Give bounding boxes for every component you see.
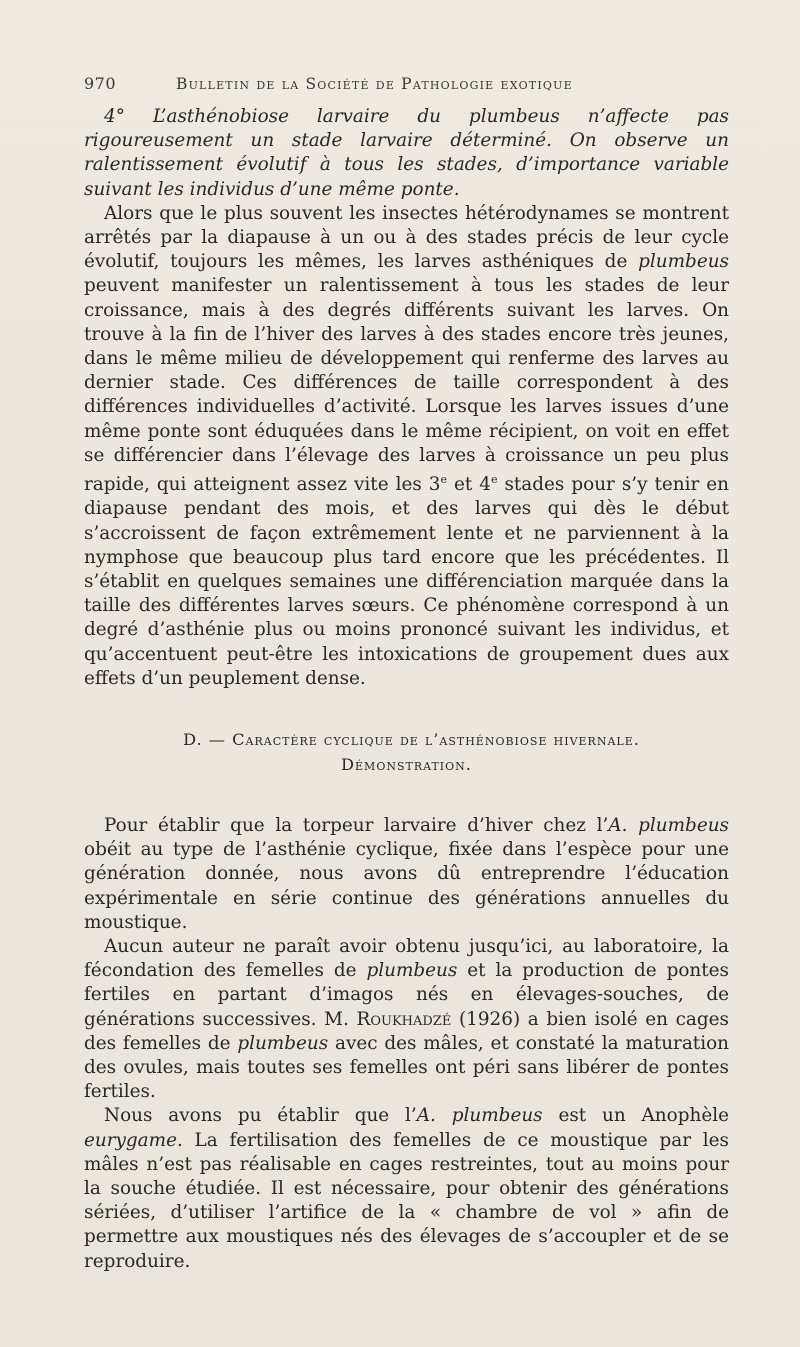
paragraph-eurygamy <box>84 1104 729 1273</box>
paragraph-larval-slowdown <box>84 202 729 691</box>
text-run: est un Anophèle <box>542 1105 729 1127</box>
species-name: plumbeus <box>366 960 458 982</box>
text-run: avec des mâles, et constaté la maturation des ovules, mais toutes ses femelles ont péri sans libérer de pontes fertiles. <box>84 1032 729 1103</box>
species-name: plumbeus <box>237 1032 329 1054</box>
page-number: 970 <box>84 74 117 93</box>
text-run: Pour établir que la torpeur larvaire d’hiver chez l’ <box>104 815 609 836</box>
ordinal-suffix: e <box>440 473 447 487</box>
section-heading-title: D. — Caractère cyclique de l’asthénobiose hivernale. <box>183 730 640 749</box>
ordinal-suffix: e <box>490 473 498 487</box>
running-header <box>84 74 729 93</box>
running-title: Bulletin de la Société de Pathologie exotique <box>176 75 573 93</box>
text-run: obéit au type de l’asthénie cyclique, fixée dans l’espèce pour une génération donnée, nous avons dû entreprendre l’éducation expérimentale en série continue des générations annuelles du moustique. <box>84 839 729 933</box>
text-run: et la production de pontes fertiles en partant d’imagos nés en élevages-souches, de générations successives. M. <box>84 960 729 1030</box>
author-name: Roukhadzé <box>356 1008 452 1030</box>
text-run: et 4 <box>447 474 491 496</box>
text-run: peuvent manifester un ralentissement à tous les stades de leur croissance, mais à des degrés différents suivant les larves. On trouve à la fin de l’hiver des larves à des stades encore très jeunes, dans le même milieu de développement qui renferme des larves au dernier stade. Ces différences de taille correspondent à des différences individuelles d’activité. Lorsque les larves issues d’une même ponte sont éduquées dans le même récipient, on voit en effet se différencier dans l’élevage des larves à croissance un peu plus rapide, qui atteignent assez vite les 3 <box>84 275 729 496</box>
text-run: Alors que le plus souvent les insectes hétérodynames se montrent arrêtés par la diapause à un ou à des stades précis de leur cycle évolutif, toujours les mêmes, les larves asthéniques de <box>84 202 729 273</box>
paragraph-conclusion-4: 4° L’asthénobiose larvaire du plumbeus n’affecte pas rigoureusement un stade larvaire déterminé. On observe un ralentissement évolutif à tous les stades, d’importance variable suivant les individus d’une même ponte. <box>84 106 729 200</box>
section-heading <box>84 727 729 777</box>
text-run: . La fertilisation des femelles de ce moustique par les mâles n’est pas réalisable en cages restreintes, tout au moins pour la souche étudiée. Il est nécessaire, pour obtenir des générations sériées, d’utiliser l’artifice de la « chambre de vol » afin de permettre aux moustiques nés des élevages de s’accoupler et de se reproduire. <box>84 1129 729 1272</box>
text-run: stades pour s’y tenir en diapause pendant des mois, et des larves qui dès le début s’accroissent de façon extrêmement lente et ne parviennent à la nymphose que beaucoup plus tard encore que les précédentes. Il s’établit en quelques semaines une différenciation marquée dans la taille des différentes larves sœurs. Ce phénomène correspond à un degré d’asthénie plus ou moins prononcé suivant les individus, et qu’accentuent peut-être les intoxications de groupement dues aux effets d’un peuplement dense. <box>84 474 730 689</box>
term-eurygame: eurygame <box>84 1129 177 1151</box>
text-run: (1926) a bien isolé en cages des femelles de <box>84 1008 729 1054</box>
text-run: Aucun auteur ne paraît avoir obtenu jusqu’ici, au laboratoire, la fécondation des femelles de <box>84 936 729 982</box>
species-name: plumbeus <box>638 251 729 273</box>
paragraph-cyclic-demonstration <box>84 814 729 935</box>
paragraph-prior-work <box>84 935 729 1104</box>
text-run: Nous avons pu établir que l’ <box>104 1105 417 1127</box>
species-name: A. plumbeus <box>608 815 729 836</box>
section-heading-subtitle: Démonstration. <box>341 755 472 774</box>
species-name: A. plumbeus <box>416 1105 543 1127</box>
page-content <box>84 74 729 1274</box>
